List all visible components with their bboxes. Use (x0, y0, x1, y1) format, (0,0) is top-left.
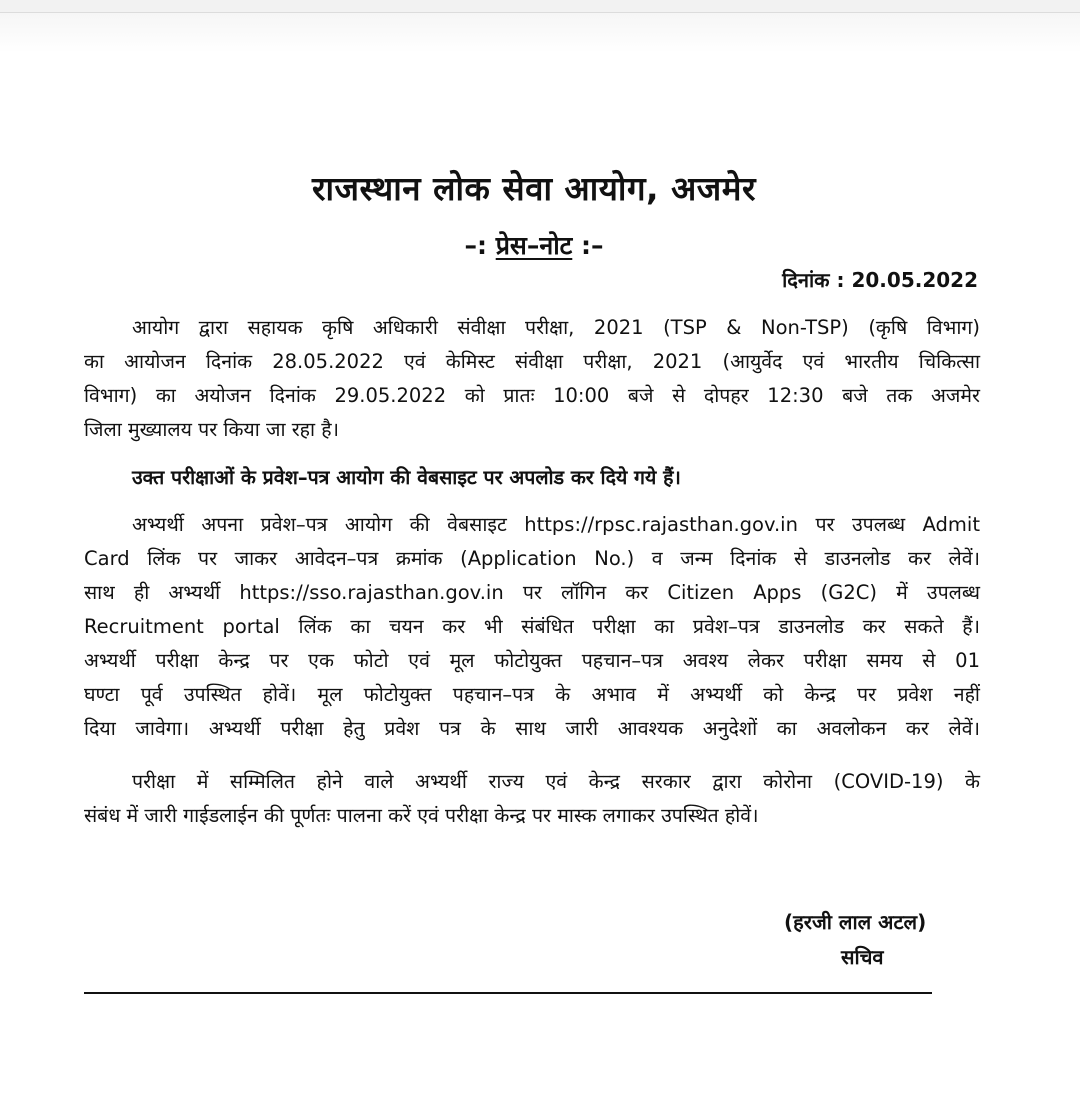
paragraph-line: Card लिंक पर जाकर आवेदन–पत्र क्रमांक (Application No.) व जन्म दिनांक से डाउनलोड कर लेवें। (84, 547, 980, 570)
date-line (782, 266, 978, 293)
heading-prefix: –: (464, 231, 496, 260)
paragraph-line: उक्त परीक्षाओं के प्रवेश–पत्र आयोग की वेबसाइट पर अपलोड कर दिये गये हैं। (132, 466, 681, 489)
bottom-divider (84, 992, 932, 994)
date-label: दिनांक : (782, 268, 852, 292)
paragraph-line: विभाग) का अयोजन दिनांक 29.05.2022 को प्रातः 10:00 बजे से दोपहर 12:30 बजे तक अजमेर (84, 384, 980, 407)
paragraph-line: साथ ही अभ्यर्थी https://sso.rajasthan.gov.in पर लॉगिन कर Citizen Apps (G2C) में उपलब्ध (84, 581, 980, 604)
paragraph-line: जिला मुख्यालय पर किया जा रहा है। (84, 418, 340, 441)
paragraph-line: अभ्यर्थी परीक्षा केन्द्र पर एक फोटो एवं मूल फोटोयुक्त पहचान–पत्र अवश्य लेकर परीक्षा समय से 01 (84, 649, 980, 672)
paragraph-download-instructions (84, 508, 980, 746)
paragraph-line: आयोग द्वारा सहायक कृषि अधिकारी संवीक्षा परीक्षा, 2021 (TSP & Non-TSP) (कृषि विभाग) (132, 316, 980, 339)
viewer-top-band (0, 0, 1080, 13)
signatory-name: (हरजी लाल अटल) (784, 910, 927, 934)
paragraph-line: घण्टा पूर्व उपस्थित होवें। मूल फोटोयुक्त पहचान–पत्र के अभाव में अभ्यर्थी को केन्द्र पर प्रवेश नहीं (84, 683, 980, 706)
paragraph-line: दिया जावेगा। अभ्यर्थी परीक्षा हेतु प्रवेश पत्र के साथ जारी आवश्यक अनुदेशों का अवलोकन कर लेवें। (84, 717, 980, 740)
heading-text: प्रेस–नोट (495, 231, 573, 260)
page-title: राजस्थान लोक सेवा आयोग, अजमेर (311, 169, 757, 208)
paragraph-line: का आयोजन दिनांक 28.05.2022 एवं केमिस्ट संवीक्षा परीक्षा, 2021 (आयुर्वेद एवं भारतीय चिकित्सा (84, 350, 980, 373)
paragraph-line: परीक्षा में सम्मिलित होने वाले अभ्यर्थी राज्य एवं केन्द्र सरकार द्वारा कोरोना (COVID-19) के (132, 770, 980, 793)
press-note-heading (84, 228, 984, 262)
paragraph-exam-schedule (84, 311, 980, 447)
paragraph-line: संबंध में जारी गाईडलाईन की पूर्णतः पालना करें एवं परीक्षा केन्द्र पर मास्क लगाकर उपस्थित होवें। (84, 804, 759, 827)
date-value: 20.05.2022 (851, 268, 978, 292)
paragraph-covid-guidelines (84, 765, 980, 833)
page-shadow (0, 13, 1080, 53)
signatory-title: सचिव (841, 945, 884, 969)
paragraph-admit-card-notice (84, 461, 980, 495)
heading-suffix: :– (572, 231, 604, 260)
paragraph-line: अभ्यर्थी अपना प्रवेश–पत्र आयोग की वेबसाइट https://rpsc.rajasthan.gov.in पर उपलब्ध Admit (132, 513, 980, 536)
paragraph-line: Recruitment portal लिंक का चयन कर भी संबंधित परीक्षा का प्रवेश–पत्र डाउनलोड कर सकते हैं। (84, 615, 980, 638)
